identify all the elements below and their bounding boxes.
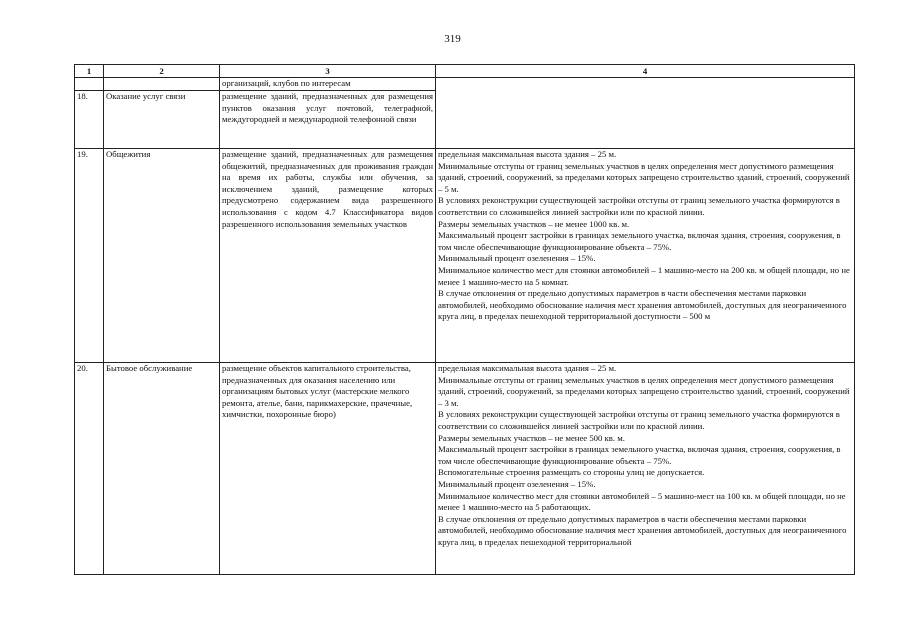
row-name: Общежития (104, 149, 220, 363)
row-number: 18. (75, 91, 104, 149)
row-description: размещение зданий, предназначенных для размещения общежитий, предназначенных для проживания граждан на время их работы, службы или обучения, за исключением зданий, размещение которых предусмотрено содержанием вида разрешенного использования с кодом 4.7 Классификатора видов разрешенного использования земельных участков (220, 149, 436, 363)
table-row (75, 363, 855, 575)
table-row (75, 149, 855, 363)
row-params: предельная максимальная высота здания – 25 м. Минимальные отступы от границ земельных участков в целях определения мест допустимого размещения зданий, строений, сооружений, за пределами которых запрещено строительство зданий, строений, сооружений – 3 м. В условиях реконструкции существующей застройки отступы от границ земельного участка формируются в соответствии со сложившейся линией застройки или по красной линии. Размеры земельных участков – не менее 500 кв. м. Максимальный процент застройки в границах земельного участка, включая здания, строения, сооружения, в том числе обеспечивающие функционирование объекта – 75%. Вспомогательные строения размещать со стороны улиц не допускается. Минимальный процент озеленения – 15%. Минимальное количество мест для стоянки автомобилей – 5 машино-мест на 100 кв. м общей площади, но не менее 1 машино-место на 5 работающих. В случае отклонения от предельно допустимых параметров в части обеспечения местами парковки автомобилей, необходимо обоснование наличия мест хранения автомобилей, доступных для неограниченного круга лиц, в пределах пешеходной территориальной (436, 363, 855, 575)
row-params: предельная максимальная высота здания – 25 м. Минимальные отступы от границ земельных участков в целях определения мест допустимого размещения зданий, строений, сооружений, за пределами которых запрещено строительство зданий, строений, сооружений – 5 м. В условиях реконструкции существующей застройки отступы от границ земельного участка формируются в соответствии со сложившейся линией застройки или по красной линии. Размеры земельных участков – не менее 1000 кв. м. Максимальный процент застройки в границах земельного участка, включая здания, строения, сооружения, в том числе обеспечивающие функционирование объекта – 75%. Минимальный процент озеленения – 15%. Минимальное количество мест для стоянки автомобилей – 1 машино-место на 200 кв. м общей площади, но не менее 1 машино-место на 5 комнат. В случае отклонения от предельно допустимых параметров в части обеспечения местами парковки автомобилей, необходимо обоснование наличия мест хранения автомобилей, доступных для неограниченного круга лиц, в пределах пешеходной территориальной доступности – 500 м (436, 149, 855, 363)
table-header-row (75, 65, 855, 78)
header-col-3: 3 (220, 65, 436, 78)
row-params (436, 78, 855, 149)
row-number: 20. (75, 363, 104, 575)
row-name (104, 78, 220, 91)
row-description: организаций, клубов по интересам (220, 78, 436, 91)
header-col-1: 1 (75, 65, 104, 78)
regulations-table (74, 64, 855, 575)
row-name: Оказание услуг связи (104, 91, 220, 149)
row-description: размещение зданий, предназначенных для размещения пунктов оказания услуг почтовой, телеграфной, междугородней и международной телефонной связи (220, 91, 436, 149)
table-row (75, 78, 855, 91)
page-number: 319 (444, 33, 461, 45)
header-col-2: 2 (104, 65, 220, 78)
header-col-4: 4 (436, 65, 855, 78)
row-name: Бытовое обслуживание (104, 363, 220, 575)
row-description: размещение объектов капитального строительства, предназначенных для оказания населению или организациям бытовых услуг (мастерские мелкого ремонта, ателье, бани, парикмахерские, прачечные, химчистки, похоронные бюро) (220, 363, 436, 575)
row-number: 19. (75, 149, 104, 363)
row-number (75, 78, 104, 91)
